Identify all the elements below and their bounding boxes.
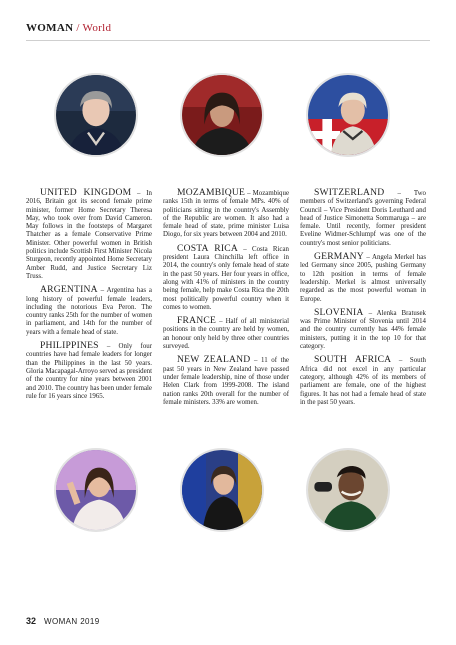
portrait-photo-5: [180, 448, 264, 532]
country-text: – Half of all ministerial positions in the country are held by women, an honour only held by three other countries surveyed.: [163, 318, 289, 351]
portrait-photo-4: [54, 448, 138, 532]
country-entry-south-africa: [300, 356, 426, 407]
country-entry-france: [163, 317, 289, 351]
country-name: ARGENTINA: [40, 284, 98, 296]
country-entry-slovenia: [300, 306, 426, 351]
portrait-photo-3: [306, 73, 390, 157]
text-column-3: [300, 189, 426, 412]
portrait-photo-6: [306, 448, 390, 532]
country-entry-argentina: [26, 286, 152, 337]
country-name: FRANCE: [177, 315, 217, 327]
country-entry-philippines: [26, 342, 152, 401]
country-entry-united-kingdom: [26, 189, 152, 281]
section-separator: /: [76, 22, 80, 34]
country-text: – Argentina has a long history of powerful female leaders, including the notorious Eva Peron. The country ranks 25th for the number of women in parliament, and 14th for the number of years with a female head of state.: [26, 287, 152, 336]
country-text: – Only four countries have had female leaders for longer than the Philippines in the last 50 years. Gloria Macapagal-Arroyo served as president of the country for nine years between 2001 and 2010. The country has been under female rule for 16 years since 1965.: [26, 343, 152, 400]
magazine-title: WOMAN 2019: [44, 617, 100, 626]
portrait-photo-2: [180, 73, 264, 157]
country-text: – Costa Rican president Laura Chinchilla left office in 2014, the country's only female head of state in the past 50 years. Her four years in office, along with 41% of ministers in the country being female, help make Costa Rica the 20th most politically powerful country when it comes to women.: [163, 245, 289, 311]
section-title: WOMAN: [26, 22, 74, 34]
country-text: – Angela Merkel has led Germany since 2005, pushing Germany to 12th position in terms of female leadership. Merkel is almost universally regarded as the most powerful woman in Europe.: [300, 254, 426, 303]
country-name: NEW ZEALAND: [177, 354, 251, 366]
country-entry-new-zealand: [163, 356, 289, 407]
country-text: – In 2016, Britain got its second female prime minister, former Home Secretary Theresa May, who took over from David Cameron. May follows in the footsteps of Margaret Thatcher as a female Conservative Prime Minister. Other powerful women in British politics include Scottish First Minister Nicola Sturgeon, recently appointed Home Secretary Amber Rudd, and Justice Secretary Liz Truss.: [26, 190, 152, 280]
text-column-2: [163, 189, 289, 412]
section-header: [26, 22, 111, 34]
page-number: 32: [26, 616, 37, 626]
country-entry-mozambique: [163, 189, 289, 240]
country-text: – Two members of Switzerland's governing Federal Council – Vice President Doris Leuthard and head of Justice Simonetta Sommaruga – are female. Until recently, former president Eveline Widmer-Schlumpf was one of the country's most senior politicians.: [300, 190, 426, 247]
country-name: PHILIPPINES: [40, 340, 99, 352]
text-column-1: [26, 189, 152, 406]
header-rule: [26, 40, 430, 41]
country-name: SOUTH AFRICA: [314, 354, 392, 366]
subsection-title: World: [82, 22, 112, 34]
country-text: – Mozambique ranks 15th in terms of female MPs. 40% of politicians sitting in the country's Assembly of the Republic are women. It also had a female head of state, prime minister Luisa Diogo, for six years between 2004 and 2010.: [163, 190, 289, 239]
page-footer: [26, 616, 100, 626]
country-entry-switzerland: [300, 189, 426, 248]
country-name: SLOVENIA: [314, 306, 364, 318]
country-name: COSTA RICA: [177, 242, 239, 254]
country-text: – Alenka Bratusek was Prime Minister of Slovenia until 2014 and the country currently has 44% female ministers, putting it in the top 10 for that category.: [300, 309, 426, 351]
country-text: – South Africa did not excel in any particular category, although 42% of its members of parliament are female, one of the highest figures. It has not had a female head of state in the past 50 years.: [300, 357, 426, 406]
country-name: GERMANY: [314, 251, 364, 263]
country-entry-costa-rica: [163, 242, 289, 312]
country-name: MOZAMBIQUE: [177, 187, 246, 198]
country-entry-germany: [300, 253, 426, 304]
country-name: UNITED KINGDOM: [40, 187, 132, 198]
portrait-photo-1: [54, 73, 138, 157]
country-text: – 11 of the past 50 years in New Zealand have passed under female leadership, nine of those under Helen Clark from 1999-2008. The island nation ranks 20th overall for the number of female ministers. 33% are women.: [163, 357, 289, 406]
country-name: SWITZERLAND: [314, 187, 385, 198]
